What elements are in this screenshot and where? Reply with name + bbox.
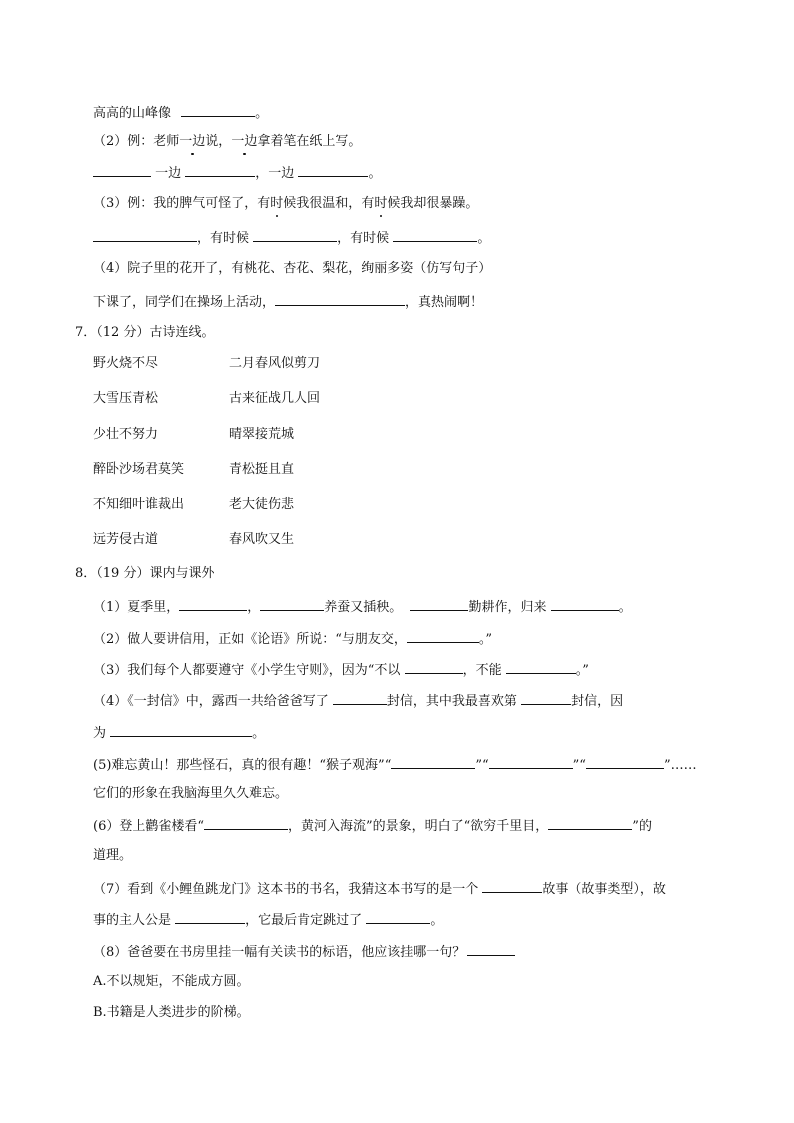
q8-item-6b: 道理。: [93, 848, 133, 863]
answer-blank[interactable]: [551, 598, 619, 611]
answer-blank[interactable]: [185, 164, 255, 177]
q6-p4-prompt: （4）院子里的花开了，有桃花、杏花、梨花，绚丽多姿（仿写句子）: [93, 261, 492, 276]
q8-item-7b: 事的主人公是 ，它最后肯定跳过了 。: [93, 913, 444, 928]
q8-option-b[interactable]: B.书籍是人类进步的阶梯。: [93, 1005, 250, 1020]
answer-blank[interactable]: [93, 229, 197, 242]
answer-blank[interactable]: [405, 661, 463, 674]
poem-line-right[interactable]: 青松挺且直: [229, 462, 295, 477]
q8-item-6: (6）登上鹳雀楼看“ ，黄河入海流”的景象，明白了“欲穷千里目， ”的: [93, 819, 652, 834]
q7-header: 7．（12 分）古诗连线。: [75, 325, 215, 340]
q8-item-7: （7）看到《小鲤鱼跳龙门》这本书的书名，我猜这本书写的是一个 故事（故事类型），故: [93, 882, 666, 897]
poem-line-right[interactable]: 春风吹又生: [229, 532, 295, 547]
answer-blank[interactable]: [482, 880, 542, 893]
answer-blank[interactable]: [253, 229, 337, 242]
answer-blank[interactable]: [260, 598, 324, 611]
q8-item-3: （3）我们每个人都要遵守《小学生守则》，因为“不以 ，不能 。”: [93, 663, 589, 678]
answer-blank[interactable]: [175, 911, 245, 924]
q6-p2-example: （2）例：老师一边说，一边拿着笔在纸上写。: [93, 134, 362, 149]
answer-blank[interactable]: [366, 911, 430, 924]
answer-blank[interactable]: [586, 756, 664, 769]
q8-option-a[interactable]: A.不以规矩，不能成方圆。: [93, 974, 250, 989]
q8-item-2: （2）做人要讲信用，正如《论语》所说：“与朋友交， 。”: [93, 632, 493, 647]
poem-line-left[interactable]: 不知细叶谁裁出: [93, 497, 185, 512]
answer-blank[interactable]: [467, 943, 515, 956]
poem-line-right[interactable]: 晴翠接荒城: [229, 427, 295, 442]
q8-item-5b: 它们的形象在我脑海里久久难忘。: [93, 786, 289, 801]
q6-p3-answer: ，有时候 ，有时候 。: [93, 229, 490, 247]
q8-item-5: (5)难忘黄山！那些怪石，真的很有趣！“猴子观海”“ ”“ ”“ ”……: [93, 758, 697, 773]
poem-line-right[interactable]: 二月春风似剪刀: [229, 356, 321, 371]
answer-blank[interactable]: [391, 756, 475, 769]
answer-blank[interactable]: [333, 692, 387, 705]
answer-blank[interactable]: [407, 630, 479, 643]
q6-p1-tail: 高高的山峰像 。: [93, 106, 269, 121]
poem-line-right[interactable]: 老大徒伤悲: [229, 497, 295, 512]
answer-blank[interactable]: [521, 692, 571, 705]
answer-blank[interactable]: [179, 598, 247, 611]
q8-item-4b: 为 。: [93, 726, 266, 741]
poem-line-left[interactable]: 醉卧沙场君莫笑: [93, 462, 185, 477]
q8-item-8: （8）爸爸要在书房里挂一幅有关读书的标语，他应该挂哪一句？: [93, 943, 515, 961]
poem-line-left[interactable]: 大雪压青松: [93, 391, 159, 406]
q6-p3-example: （3）例：我的脾气可怪了，有时候我很温和，有时候我却很暴躁。: [93, 196, 479, 211]
poem-line-left[interactable]: 少壮不努力: [93, 427, 159, 442]
q8-header: 8．（19 分）课内与课外: [75, 566, 215, 581]
answer-blank[interactable]: [110, 724, 252, 737]
answer-blank[interactable]: [489, 756, 573, 769]
answer-blank[interactable]: [410, 598, 468, 611]
q8-item-4: （4）《一封信》中，露西一共给爸爸写了 封信，其中我最喜欢第 封信，因: [93, 694, 624, 709]
answer-blank[interactable]: [298, 164, 368, 177]
poem-line-left[interactable]: 野火烧不尽: [93, 356, 159, 371]
answer-blank[interactable]: [275, 293, 405, 306]
answer-blank[interactable]: [93, 164, 151, 177]
answer-blank[interactable]: [548, 817, 632, 830]
answer-blank[interactable]: [204, 817, 288, 830]
q6-p4-answer: 下课了，同学们在操场上活动， ，真热闹啊！: [93, 295, 484, 310]
q8-item-1: （1）夏季里， ， 养蚕又插秧。 勤耕作，归来 。: [93, 600, 632, 615]
answer-blank[interactable]: [181, 104, 255, 117]
q6-p2-answer: 一边 ，一边 。: [93, 164, 381, 182]
poem-line-right[interactable]: 古来征战几人回: [229, 391, 321, 406]
poem-line-left[interactable]: 远芳侵古道: [93, 532, 159, 547]
answer-blank[interactable]: [506, 661, 576, 674]
answer-blank[interactable]: [393, 229, 477, 242]
